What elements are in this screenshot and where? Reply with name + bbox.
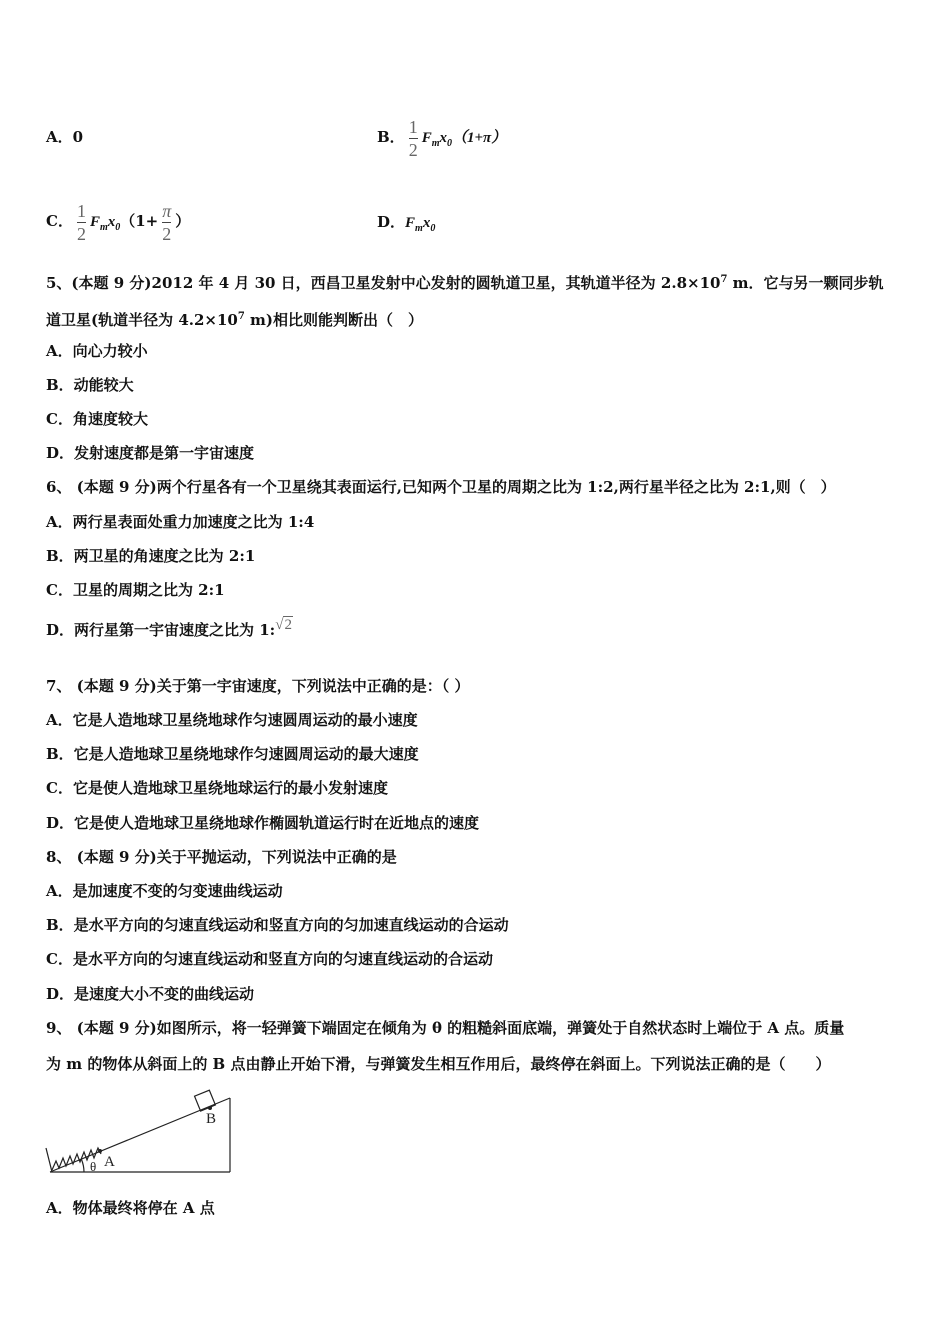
sqrt-symbol: √2 [275, 617, 292, 633]
q5-option-c: C．角速度较大 [46, 410, 148, 428]
q7-option-d: D．它是使人造地球卫星绕地球作椭圆轨道运行时在近地点的速度 [46, 814, 480, 832]
label-theta: θ [90, 1159, 97, 1174]
q9-option-a: A．物体最终将停在 A 点 [46, 1199, 215, 1217]
q5-stem-line1: 5、(本题 9 分)2012 年 4 月 30 日，西昌卫星发射中心发射的圆轨道卫星，其轨道半径为 $2.8\times 10^7$ m．它与另一颗同步轨 [46, 274, 884, 292]
q7-stem: 7、 (本题 9 分)关于第一宇宙速度，下列说法中正确的是：（ ） [46, 677, 470, 695]
fraction-pi-half: $\frac{\pi}{2}$ [162, 200, 172, 244]
incline-spring-figure [44, 1088, 234, 1178]
q6-option-a: A．两行星表面处重力加速度之比为 1:4 [46, 513, 315, 531]
q6-stem: 6、 (本题 9 分)两个行星各有一个卫星绕其表面运行,已知两个卫星的周期之比为 1:2,两行星半径之比为 2:1,则（ ） [46, 478, 836, 496]
q7-option-c: C．它是使人造地球卫星绕地球运行的最小发射速度 [46, 779, 388, 797]
incline-surface [50, 1098, 230, 1172]
point-a-dot [98, 1149, 102, 1153]
q4-option-b: B． $\frac{1}{2}$ $F_mx_0(1+\pi)$ [377, 116, 507, 160]
fraction-one-half: $\frac{1}{2}$ [408, 116, 418, 160]
q5-stem-line2: 道卫星(轨道半径为 $4.2\times 10^7$ m)相比则能判断出（ ） [46, 311, 424, 329]
q4-option-d: D．$F_mx_0$ [377, 213, 436, 234]
label-b: B [206, 1111, 217, 1127]
point-b-dot [208, 1106, 212, 1110]
q4-option-c: C． $\frac{1}{2}$ $F_mx_0(1+$ $\frac{\pi}{2}$ ） [46, 200, 191, 244]
q8-option-b: B．是水平方向的匀速直线运动和竖直方向的匀加速直线运动的合运动 [46, 916, 509, 934]
q5-option-d: D．发射速度都是第一宇宙速度 [46, 444, 255, 462]
q7-option-b: B．它是人造地球卫星绕地球作匀速圆周运动的最大速度 [46, 745, 419, 763]
q7-option-a: A．它是人造地球卫星绕地球作匀速圆周运动的最小速度 [46, 711, 418, 729]
fraction-one-half: $\frac{1}{2}$ [76, 200, 86, 244]
q8-option-d: D．是速度大小不变的曲线运动 [46, 985, 255, 1003]
q9-stem-line2: 为 m 的物体从斜面上的 B 点由静止开始下滑，与弹簧发生相互作用后，最终停在斜面上。下列说法正确的是（ ） [46, 1055, 831, 1073]
q8-option-c: C．是水平方向的匀速直线运动和竖直方向的匀速直线运动的合运动 [46, 950, 493, 968]
q8-stem: 8、 (本题 9 分)关于平抛运动，下列说法中正确的是 [46, 848, 397, 866]
spring-fixed-wall [46, 1148, 52, 1172]
label-a: A [104, 1154, 115, 1170]
q8-option-a: A．是加速度不变的匀变速曲线运动 [46, 882, 283, 900]
q6-option-d: D．两行星第一宇宙速度之比为 1:√2 [46, 617, 292, 639]
q5-option-b: B．动能较大 [46, 376, 134, 394]
q9-stem-line1: 9、 (本题 9 分)如图所示，将一轻弹簧下端固定在倾角为 θ 的粗糙斜面底端，弹簧处于自然状态时上端位于 A 点。质量 [46, 1019, 845, 1037]
q6-option-b: B．两卫星的角速度之比为 2:1 [46, 547, 256, 565]
angle-arc [82, 1160, 85, 1173]
q4-option-a: A．0 [46, 128, 84, 146]
q5-option-a: A．向心力较小 [46, 342, 148, 360]
q6-option-c: C．卫星的周期之比为 2:1 [46, 581, 225, 599]
